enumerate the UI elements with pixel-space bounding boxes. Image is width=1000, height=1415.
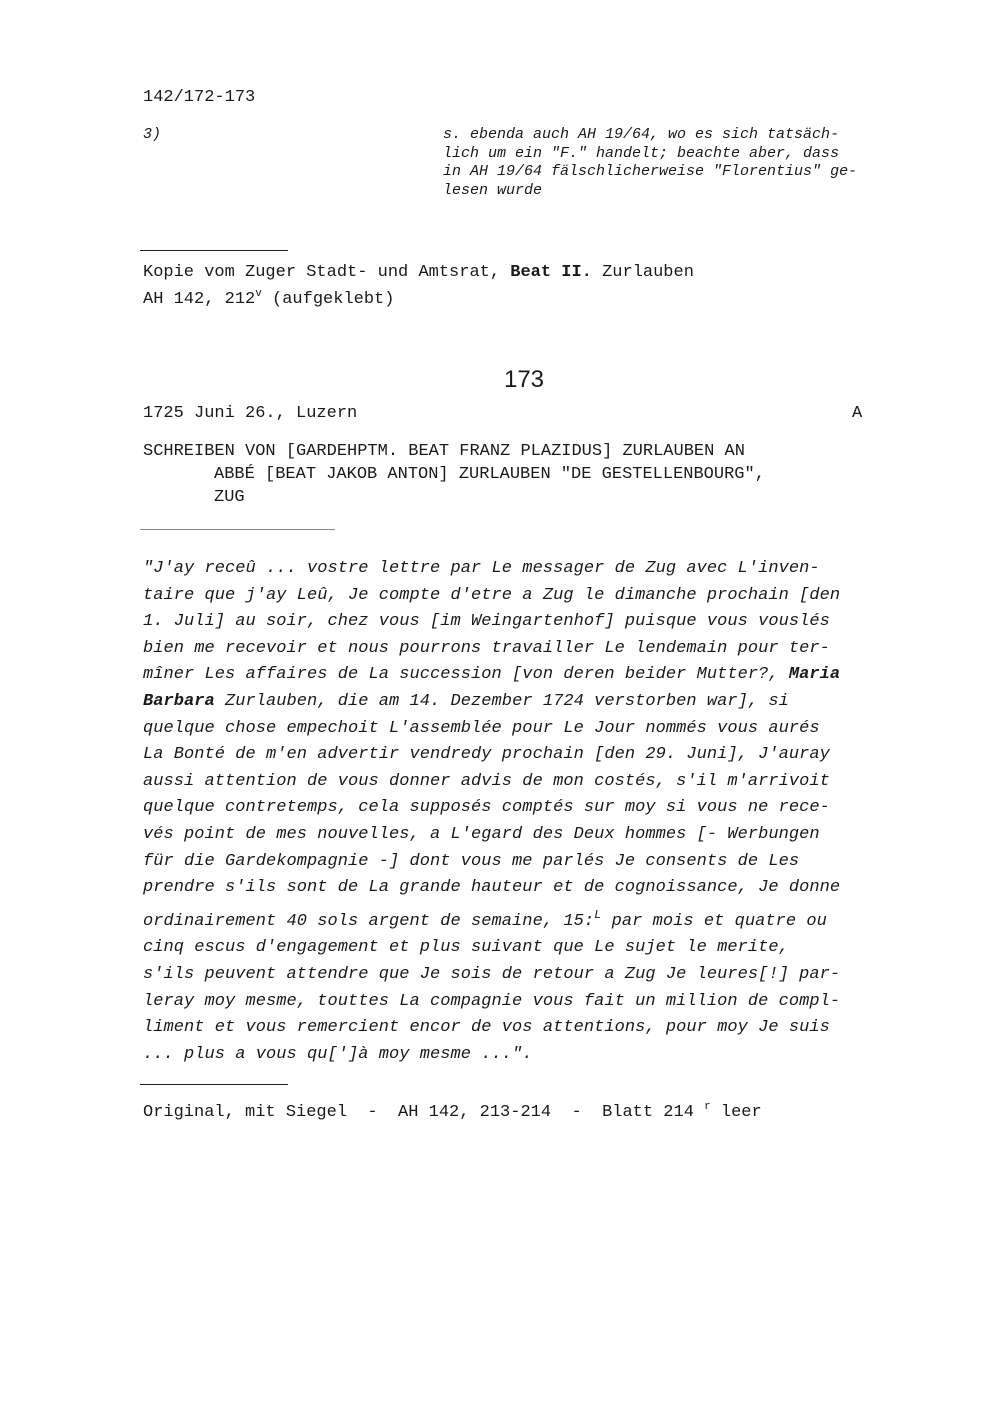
prev-source-suffix: Zurlauben bbox=[591, 263, 694, 282]
prev-source-name: Beat II. bbox=[510, 263, 592, 282]
body-line: leray moy mesme, touttes La compagnie vous fait un million de compl- bbox=[143, 991, 841, 1011]
body-line: s'ils peuvent attendre que Je sois de retour a Zug Je leures[!] par- bbox=[143, 964, 841, 984]
source-line bbox=[143, 1101, 762, 1122]
body-line bbox=[143, 662, 840, 689]
body-name: Maria bbox=[788, 665, 841, 685]
body-text: par mois et quatre ou bbox=[601, 911, 827, 931]
source-text: Original, mit Siegel - AH 142, 213-214 - Blatt 214 bbox=[143, 1103, 705, 1122]
heading-line: SCHREIBEN VON [GARDEHPTM. BEAT FRANZ PLAZIDUS] ZURLAUBEN AN bbox=[143, 442, 745, 461]
prev-source-note: (aufgeklebt) bbox=[261, 290, 395, 309]
body-line bbox=[143, 689, 840, 716]
footnote-line: in AH 19/64 fälschlicherweise "Florentius" ge- bbox=[443, 163, 858, 180]
body-line: quelque contretemps, cela supposés comptés sur moy si vous ne rece- bbox=[143, 798, 830, 818]
body-line: liment et vous remercient encor de vos attentions, pour moy Je suis bbox=[143, 1018, 830, 1038]
body-line: für die Gardekompagnie -] dont vous me parlés Je consents de Les bbox=[143, 851, 800, 871]
heading-line: ZUG bbox=[214, 488, 245, 507]
footnote-line: lich um ein "F." handelt; beachte aber, dass bbox=[443, 144, 840, 162]
body-line: bien me recevoir et nous pourrons travailler Le lendemain pour ter- bbox=[143, 638, 830, 658]
body-line: taire que j'ay Leû, Je compte d'etre a Zug le dimanche prochain [den bbox=[143, 585, 841, 605]
body-line bbox=[143, 902, 840, 936]
prev-source-ref: AH 142, 212 bbox=[143, 290, 256, 309]
source-suffix: leer bbox=[710, 1103, 762, 1122]
separator-rule bbox=[140, 250, 288, 251]
date-place: 1725 Juni 26., Luzern bbox=[143, 404, 358, 423]
document-number: 173 bbox=[503, 366, 545, 393]
body-line: cinq escus d'engagement et plus suivant que Le sujet le merite, bbox=[143, 938, 789, 958]
body-line: quelque chose empechoit L'assemblée pour Le Jour nommés vous aurés bbox=[143, 718, 820, 738]
letter-body bbox=[143, 556, 840, 1068]
livre-sup: L bbox=[594, 907, 602, 922]
body-line: "J'ay receû ... vostre lettre par Le messager de Zug avec L'inven- bbox=[143, 559, 820, 578]
footnote-line: s. ebenda auch AH 19/64, wo es sich tatsäch- bbox=[443, 126, 840, 143]
body-text: ordinairement 40 sols argent de semaine, 15: bbox=[143, 911, 595, 931]
heading-line: ABBÉ [BEAT JAKOB ANTON] ZURLAUBEN "DE GESTELLENBOURG", bbox=[214, 465, 765, 484]
body-name: Barbara bbox=[143, 691, 215, 711]
separator-rule bbox=[140, 1084, 288, 1085]
prev-source-line-1 bbox=[143, 263, 694, 282]
prev-source-sup: v bbox=[255, 288, 262, 300]
footnote-text bbox=[443, 126, 857, 200]
body-text: Zurlauben, die am 14. Dezember 1724 verstorben war], si bbox=[214, 691, 789, 711]
body-line: La Bonté de m'en advertir vendredy prochain [den 29. Juni], J'auray bbox=[143, 745, 830, 765]
footnote-line: lesen wurde bbox=[443, 181, 543, 199]
body-line: prendre s'ils sont de La grande hauteur et de cognoissance, Je donne bbox=[143, 878, 841, 898]
body-line: aussi attention de vous donner advis de mon costés, s'il m'arrivoit bbox=[143, 771, 830, 791]
body-line: 1. Juli] au soir, chez vous [im Weingartenhof] puisque vous vouslés bbox=[143, 612, 830, 632]
page-reference: 142/172-173 bbox=[143, 88, 256, 107]
footnote-marker: 3) bbox=[143, 126, 162, 143]
body-text: mîner Les affaires de La succession [von deren beider Mutter?, bbox=[143, 665, 789, 685]
body-line: vés point de mes nouvelles, a L'egard des Deux hommes [- Werbungen bbox=[143, 824, 820, 844]
prev-source-prefix: Kopie vom Zuger Stadt- und Amtsrat, bbox=[143, 263, 511, 282]
prev-source-line-2 bbox=[143, 288, 394, 309]
source-sup: r bbox=[704, 1101, 711, 1113]
letter-code: A bbox=[852, 404, 863, 423]
body-line: ... plus a vous qu[']à moy mesme ...". bbox=[143, 1044, 533, 1064]
heading-rule bbox=[140, 529, 335, 530]
